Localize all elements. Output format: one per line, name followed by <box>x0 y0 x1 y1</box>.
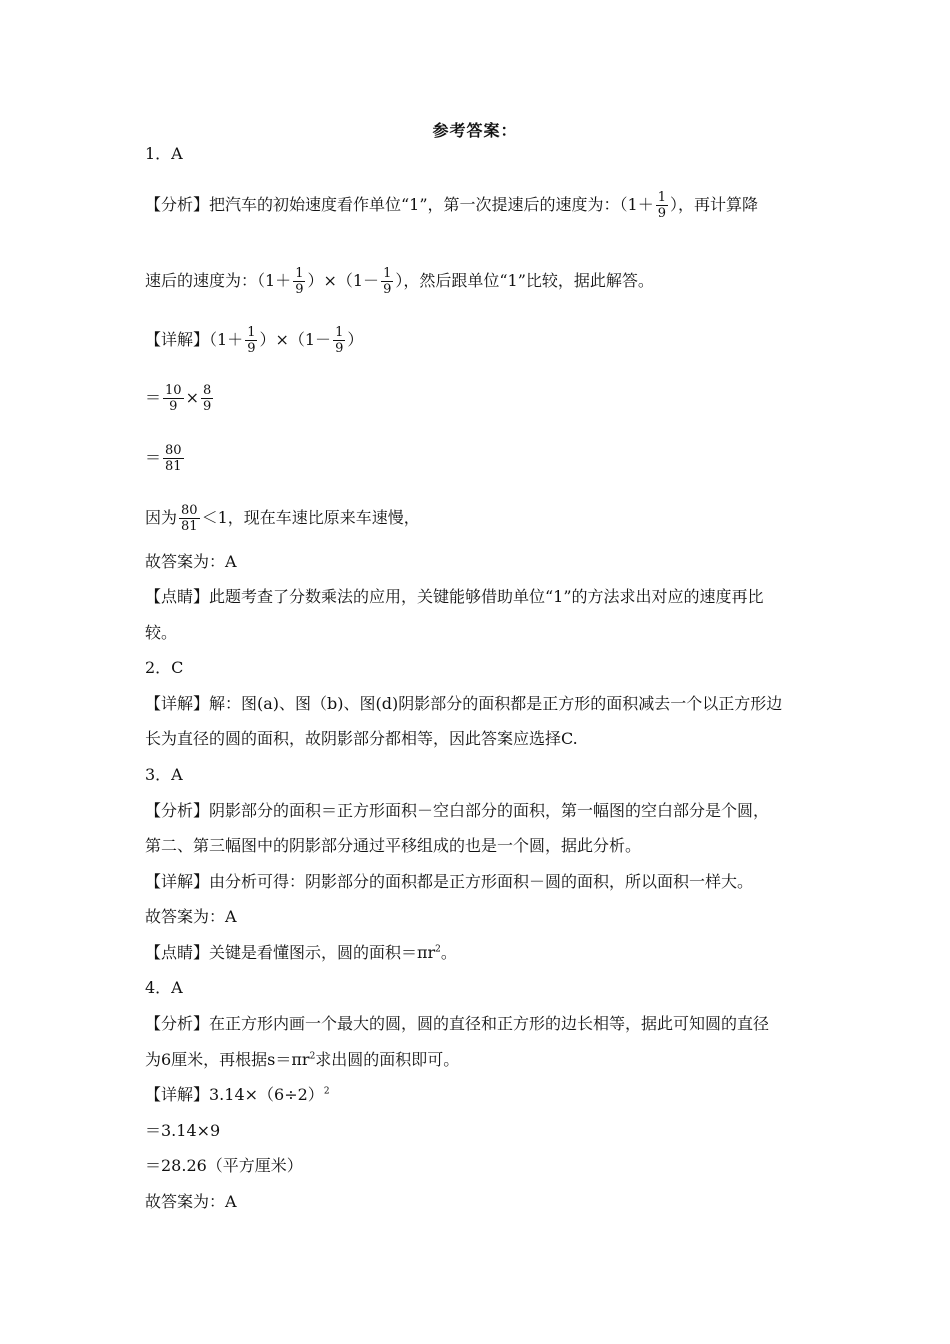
q1-detail-line <box>145 325 363 356</box>
superscript-2: 2 <box>309 1051 316 1062</box>
q1-analysis-text-b: ），再计算降 <box>670 195 759 214</box>
q1-analysis2-text-c: ），然后跟单位“1”比较，据此解答。 <box>395 271 654 290</box>
q1-step2 <box>145 443 186 474</box>
q4-detail-text-a: 【详解】3.14×（6÷2） <box>145 1085 324 1104</box>
q4-analysis2-text-b: 求出圆的面积即可。 <box>315 1050 460 1069</box>
fraction-1-9: $\frac{1}{9}$ <box>335 325 344 356</box>
superscript-2: 2 <box>323 1086 330 1097</box>
q1-analysis2-text-b: ）×（1－ <box>307 271 380 290</box>
fraction-80-81: $\frac{80}{81}$ <box>181 503 198 534</box>
fraction-1-9: $\frac{1}{9}$ <box>383 266 392 297</box>
equals-sign: ＝ <box>145 448 162 467</box>
q3-detail: 【详解】由分析可得：阴影部分的面积都是正方形面积－圆的面积，所以面积一样大。 <box>145 872 754 891</box>
q4-step1: ＝3.14×9 <box>145 1121 221 1140</box>
fraction-1-9: $\frac{1}{9}$ <box>247 325 256 356</box>
superscript-2: 2 <box>435 944 441 955</box>
q1-detail-text-a: 【详解】（1＋ <box>145 330 244 349</box>
fraction-80-81: $\frac{80}{81}$ <box>165 443 182 474</box>
q1-head: 1．A <box>145 144 183 163</box>
fraction-1-9: $\frac{1}{9}$ <box>295 266 304 297</box>
q4-detail <box>145 1084 330 1106</box>
fraction-10-9: $\frac{10}{9}$ <box>165 383 182 414</box>
q3-point <box>145 942 457 964</box>
equals-sign: ＝ <box>145 388 162 407</box>
q4-head: 4．A <box>145 978 183 997</box>
q4-analysis2-text-a: 为6厘米，再根据s＝πr <box>145 1050 310 1069</box>
q4-step2: ＝28.26（平方厘米） <box>145 1156 303 1175</box>
q1-point-line1: 【点睛】此题考查了分数乘法的应用，关键能够借助单位“1”的方法求出对应的速度再比 <box>145 587 764 606</box>
q4-analysis-line1: 【分析】在正方形内画一个最大的圆，圆的直径和正方形的边长相等，据此可知圆的直径 <box>145 1014 770 1033</box>
q1-detail-text-b: ）×（1－ <box>259 330 332 349</box>
q1-analysis-text-a: 【分析】把汽车的初始速度看作单位“1”，第一次提速后的速度为：（1＋ <box>145 195 654 214</box>
q3-answer: 故答案为：A <box>145 907 237 926</box>
q3-analysis-line2: 第二、第三幅图中的阴影部分通过平移组成的也是一个圆，据此分析。 <box>145 836 642 855</box>
q4-analysis-line2 <box>145 1049 459 1071</box>
q1-analysis-line1 <box>145 190 758 221</box>
page-title: 参考答案： <box>432 121 518 140</box>
q1-answer: 故答案为：A <box>145 552 237 571</box>
times-sign: × <box>185 388 199 407</box>
q1-analysis-line2 <box>145 266 654 297</box>
q1-detail-text-c: ） <box>347 330 364 349</box>
q3-point-text-a: 【点睛】关键是看懂图示，圆的面积＝πr <box>145 943 436 962</box>
fraction-8-9: $\frac{8}{9}$ <box>202 383 212 414</box>
q3-point-text-b: 。 <box>440 943 457 962</box>
q4-answer: 故答案为：A <box>145 1192 237 1211</box>
q1-analysis2-text-a: 速后的速度为：（1＋ <box>145 271 292 290</box>
q3-analysis-line1: 【分析】阴影部分的面积＝正方形面积－空白部分的面积，第一幅图的空白部分是个圆， <box>145 801 770 820</box>
q1-point-line2: 较。 <box>145 623 178 642</box>
q1-step1 <box>145 383 215 414</box>
q2-detail-line2: 长为直径的圆的面积，故阴影部分都相等，因此答案应选择C. <box>145 729 578 748</box>
q1-because-text-a: 因为 <box>145 508 178 527</box>
q1-because <box>145 503 420 534</box>
q3-head: 3．A <box>145 765 183 784</box>
fraction-1-9: $\frac{1}{9}$ <box>657 190 667 221</box>
q1-because-text-b: ＜1，现在车速比原来车速慢， <box>201 508 420 527</box>
q2-head: 2．C <box>145 658 184 677</box>
q2-detail-line1: 【详解】解：图(a)、图（b)、图(d)阴影部分的面积都是正方形的面积减去一个以正方形边 <box>145 694 783 713</box>
